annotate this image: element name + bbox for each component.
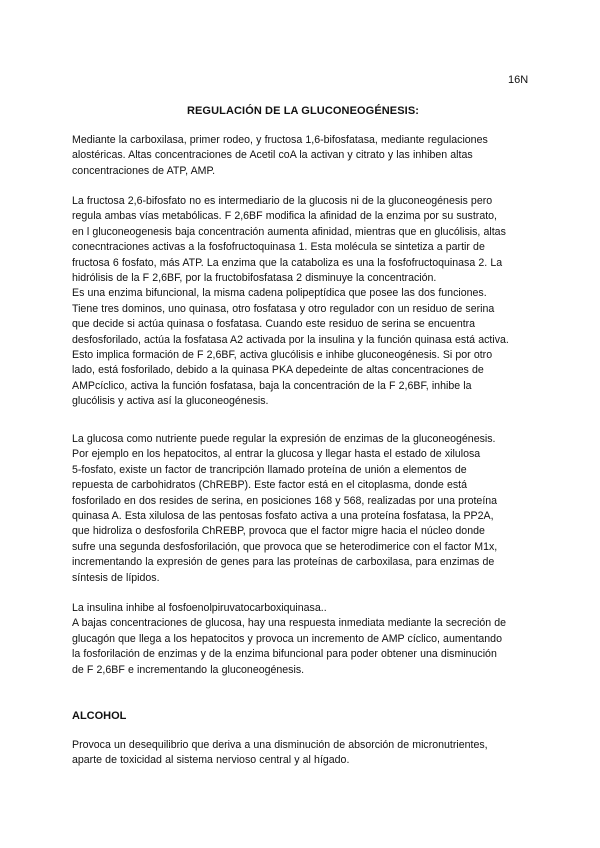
page-number: 16N — [508, 74, 529, 86]
text-line: AMPcíclico, activa la función fosfatasa, baja la concentración de la F 2,6BF, inhibe la — [72, 379, 472, 392]
text-line: 5-fosfato, existe un factor de trancripción llamado proteína de unión a elementos de — [72, 463, 467, 476]
text-line: glucagón que llega a los hepatocitos y provoca un incremento de AMP cíclico, aumentando — [72, 632, 502, 645]
text-line: conecntraciones activas a la fosfofructoquinasa 1. Esta molécula se sintetiza a partir de — [72, 241, 485, 254]
text-line: síntesis de lípidos. — [72, 571, 160, 584]
text-line: repuesta de carbohidratos (ChREBP). Este factor está en el citoplasma, donde está — [72, 479, 467, 492]
text-line: Por ejemplo en los hepatocitos, al entrar la glucosa y llegar hasta el estado de xilulosa — [72, 448, 481, 461]
text-line: glucólisis y activa así la gluconeogénesis. — [72, 395, 269, 408]
text-line: La glucosa como nutriente puede regular la expresión de enzimas de la gluconeogénesis. — [72, 433, 496, 445]
text-line: Provoca un desequilibrio que deriva a una disminución de absorción de micronutrientes, — [72, 739, 488, 751]
text-line: concentraciones de ATP, AMP. — [72, 164, 216, 177]
text-line: que decide si actúa quinasa o fosfatasa. Cuando este residuo de serina se encuentra — [72, 318, 476, 331]
page-title: REGULACIÓN DE LA GLUCONEOGÉNESIS: — [186, 105, 420, 117]
text-line: alostéricas. Altas concentraciones de Acetil coA la activan y citrato y las inhiben altas — [72, 149, 473, 162]
text-line: desfosforilado, actúa la fosfatasa A2 activada por la insulina y la función quinasa está activa. — [72, 333, 509, 346]
text-line: en l gluconeogenesis baja concentración aumenta afinidad, mientras que en glucólisis, altas — [72, 225, 506, 238]
text-line: regula ambas vías metabólicas. F 2,6BF modifica la afinidad de la enzima por su sustrato, — [72, 210, 497, 223]
text-line: La fructosa 2,6-bifosfato no es intermediario de la glucosis ni de la gluconeogénesis pero — [72, 195, 493, 207]
text-line: incrementando la expresión de genes para las proteínas de carboxilasa, para enzimas de — [72, 556, 495, 569]
text-line: de F 2,6BF e incrementando la gluconeogénesis. — [72, 663, 305, 676]
section-heading-alcohol: ALCOHOL — [72, 710, 127, 722]
text-line: Mediante la carboxilasa, primer rodeo, y fructosa 1,6-bifosfatasa, mediante regulaciones — [72, 134, 488, 146]
text-line: Es una enzima bifuncional, la misma cadena polipeptídica que posee las dos funciones. — [72, 287, 487, 300]
text-line: A bajas concentraciones de glucosa, hay una respuesta inmediata mediante la secreción de — [72, 617, 507, 630]
text-line: fructosa 6 fosfato, más ATP. La enzima que la cataboliza es una la fosfofructoquinasa 2. La — [72, 256, 503, 269]
text-line: la fosforilación de enzimas y de la enzima bifuncional para poder obtener una disminución — [72, 648, 497, 661]
paragraph-regulation-intro — [72, 133, 534, 179]
paragraph-insulin-glucagon — [72, 601, 534, 678]
text-line: quinasa A. Esta xilulosa de las pentosas fosfato activa a una proteína fosfatasa, la PP2A, — [72, 510, 494, 523]
text-line: La insulina inhibe al fosfoenolpiruvatocarboxiquinasa.. — [72, 602, 327, 614]
paragraph-fructose-bisphosphate — [72, 194, 534, 410]
text-line: hidrólisis de la F 2,6BF, por la fructobifosfatasa 2 disminuye la concentración. — [72, 272, 437, 285]
text-line: que hidroliza o desfosforila ChREBP, provoca que el factor migre hacia el núcleo donde — [72, 525, 485, 538]
paragraph-glucose-expression — [72, 432, 534, 586]
text-line: sufre una segunda desfosforilación, que provoca que se heterodimerice con el factor M1x, — [72, 540, 498, 553]
text-line: Esto implica formación de F 2,6BF, activa glucólisis e inhibe gluconeogénesis. Si por otro — [72, 349, 493, 362]
text-line: lado, está fosforilado, debido a la quinasa PKA depedeinte de altas concentraciones de — [72, 364, 484, 377]
text-line: Tiene tres dominos, uno quinasa, otro fosfatasa y otro regulador con un residuo de serina — [72, 302, 495, 315]
text-line: fosforilado en dos resides de serina, en posiciones 168 y 568, realizadas por una proteína — [72, 494, 498, 507]
text-line: aparte de toxicidad al sistema nervioso central y al hígado. — [72, 754, 350, 767]
paragraph-alcohol — [72, 738, 534, 769]
